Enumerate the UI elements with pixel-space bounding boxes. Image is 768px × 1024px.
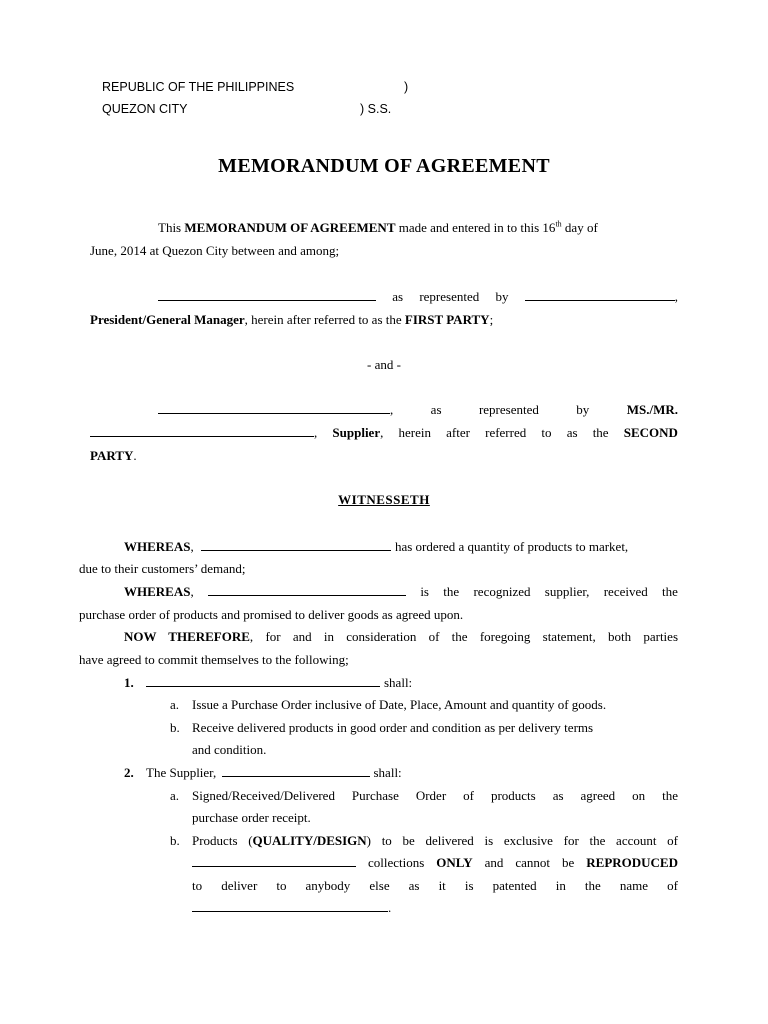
word: the (443, 584, 460, 599)
item-1a-label: a. (170, 697, 180, 712)
word-referred: referred (485, 425, 527, 440)
word-the: the (592, 425, 609, 440)
item-1b-line-1: Receive delivered products in good order and condition as per delivery terms (192, 720, 594, 735)
blank-first-party[interactable] (158, 289, 376, 301)
now-therefore-rest: , for and in consideration of the foregoing statement, both parties (249, 629, 678, 644)
document-title: MEMORANDUM OF AGREEMENT (218, 155, 550, 177)
intro-line-2: June, 2014 at Quezon City between and among; (90, 243, 340, 258)
whereas-1-line-1 (124, 539, 628, 555)
word: agreed (580, 788, 616, 803)
blank-first-representative[interactable] (525, 289, 675, 301)
and-separator: - and - (367, 357, 401, 372)
word: it (438, 878, 446, 893)
word: name (619, 878, 648, 893)
label-reproduced: REPRODUCED (586, 855, 678, 870)
now-therefore-line-2: have agreed to commit themselves to the following; (79, 652, 349, 667)
word: Signed/Received/Delivered (192, 788, 335, 803)
first-party-line-1 (158, 289, 678, 305)
word: is (420, 584, 429, 599)
second-party-line-3 (90, 448, 137, 464)
word-by: by (495, 289, 509, 304)
word: deliver (221, 878, 258, 893)
word: as (408, 878, 420, 893)
blank-patent-name[interactable] (192, 900, 388, 912)
comma: , (674, 289, 678, 304)
period: . (388, 900, 392, 915)
label-msmr: MS./MR. (626, 402, 678, 417)
word-as: as (566, 425, 578, 440)
period: . (133, 448, 137, 463)
word: in (555, 878, 566, 893)
label-second: SECOND (623, 425, 678, 440)
word-by: by (576, 402, 590, 417)
semicolon: ; (489, 312, 494, 327)
word: anybody (305, 878, 351, 893)
item-2a-label: a. (170, 788, 180, 803)
item-1a-text: Issue a Purchase Order inclusive of Date, Place, Amount and quantity of goods. (192, 697, 607, 712)
item-1-line (124, 675, 134, 691)
word: received (603, 584, 648, 599)
witnesseth-heading: WITNESSETH (338, 492, 430, 507)
word: products (490, 788, 536, 803)
text: Products ( (192, 833, 253, 848)
blank-whereas-1[interactable] (201, 539, 391, 551)
word: is (464, 878, 474, 893)
header-paren: ) (404, 80, 409, 94)
blank-whereas-2[interactable] (208, 584, 406, 596)
word: as (552, 788, 564, 803)
word-shall: shall: (384, 675, 413, 690)
item-2-content (146, 765, 402, 781)
item-1-number: 1. (124, 675, 134, 690)
word: Order (415, 788, 447, 803)
text: collections (356, 855, 437, 870)
word-as: as (392, 289, 404, 304)
blank-second-party[interactable] (158, 402, 390, 414)
word-as: as (430, 402, 442, 417)
item-2b-label: b. (170, 833, 180, 848)
word: else (369, 878, 390, 893)
label-now-therefore: NOW THEREFORE (124, 629, 250, 644)
item-2b-line-1 (192, 833, 678, 849)
item-2-lead: The Supplier, (146, 765, 217, 780)
now-therefore-line-1 (124, 629, 678, 645)
blank-supplier[interactable] (222, 765, 370, 777)
item-2-number (124, 765, 134, 781)
word: Purchase (351, 788, 399, 803)
item-2a-line-2: purchase order receipt. (192, 810, 311, 825)
label-supplier: Supplier (332, 425, 381, 440)
comma: , (190, 584, 194, 599)
word: recognized (473, 584, 531, 599)
label-first-party: FIRST PARTY (404, 312, 490, 327)
word: supplier, (544, 584, 590, 599)
word-represented: represented (419, 289, 480, 304)
word-represented: represented (478, 402, 539, 417)
header-ss: ) S.S. (360, 102, 392, 116)
whereas-1-line-2: due to their customers’ demand; (79, 561, 246, 576)
comma: , (380, 425, 384, 440)
whereas-1-rest: has ordered a quantity of products to market, (394, 539, 629, 554)
blank-collections[interactable] (192, 855, 356, 867)
intro-bold: MEMORANDUM OF AGREEMENT (184, 220, 396, 235)
comma: , (390, 402, 394, 417)
word: on (632, 788, 646, 803)
word: to (192, 878, 203, 893)
text: ) to be delivered is exclusive for the account of (366, 833, 678, 848)
header-republic: REPUBLIC OF THE PHILIPPINES (102, 80, 295, 94)
comma: , (314, 425, 318, 440)
second-party-line-1 (158, 402, 678, 418)
item-2a-line-1 (192, 788, 678, 804)
word-herein: herein (398, 425, 431, 440)
intro-text-a: This (158, 220, 185, 235)
intro-line-1 (158, 220, 598, 236)
label-whereas: WHEREAS (124, 539, 191, 554)
word: the (662, 584, 678, 599)
item-2b-line-4 (192, 900, 391, 916)
item-2b-line-2 (192, 855, 678, 871)
blank-second-representative[interactable] (90, 425, 314, 437)
item-1b-label: b. (170, 720, 180, 735)
word: patented (492, 878, 537, 893)
item-1b-line-2: and condition. (192, 742, 267, 757)
header-city: QUEZON CITY (102, 102, 188, 116)
first-party-mid: , herein after referred to as the (244, 312, 405, 327)
item-2b-line-3 (192, 878, 678, 894)
whereas-2-line-1 (124, 584, 678, 600)
label-only: ONLY (436, 855, 473, 870)
first-party-line-2 (90, 312, 493, 328)
item-1-content (146, 675, 412, 691)
label-quality-design: QUALITY/DESIGN (252, 833, 367, 848)
item-2-num-text: 2. (124, 765, 134, 780)
role-president: President/General Manager (90, 312, 245, 327)
word: of (463, 788, 474, 803)
word: of (667, 878, 678, 893)
label-party: PARTY (90, 448, 134, 463)
word: the (662, 788, 678, 803)
word-to: to (541, 425, 552, 440)
intro-text-b: made and entered in to this 16 (395, 220, 556, 235)
comma: , (190, 539, 194, 554)
word: the (584, 878, 601, 893)
word-shall: shall: (373, 765, 402, 780)
intro-text-c: day of (561, 220, 598, 235)
whereas-2-line-2: purchase order of products and promised to deliver goods as agreed upon. (79, 607, 464, 622)
blank-item-1[interactable] (146, 675, 380, 687)
second-party-line-2 (90, 425, 678, 441)
word: to (276, 878, 287, 893)
word-after: after (446, 425, 470, 440)
label-whereas: WHEREAS (124, 584, 191, 599)
intro-sup: th (555, 219, 562, 229)
text: and cannot be (472, 855, 587, 870)
